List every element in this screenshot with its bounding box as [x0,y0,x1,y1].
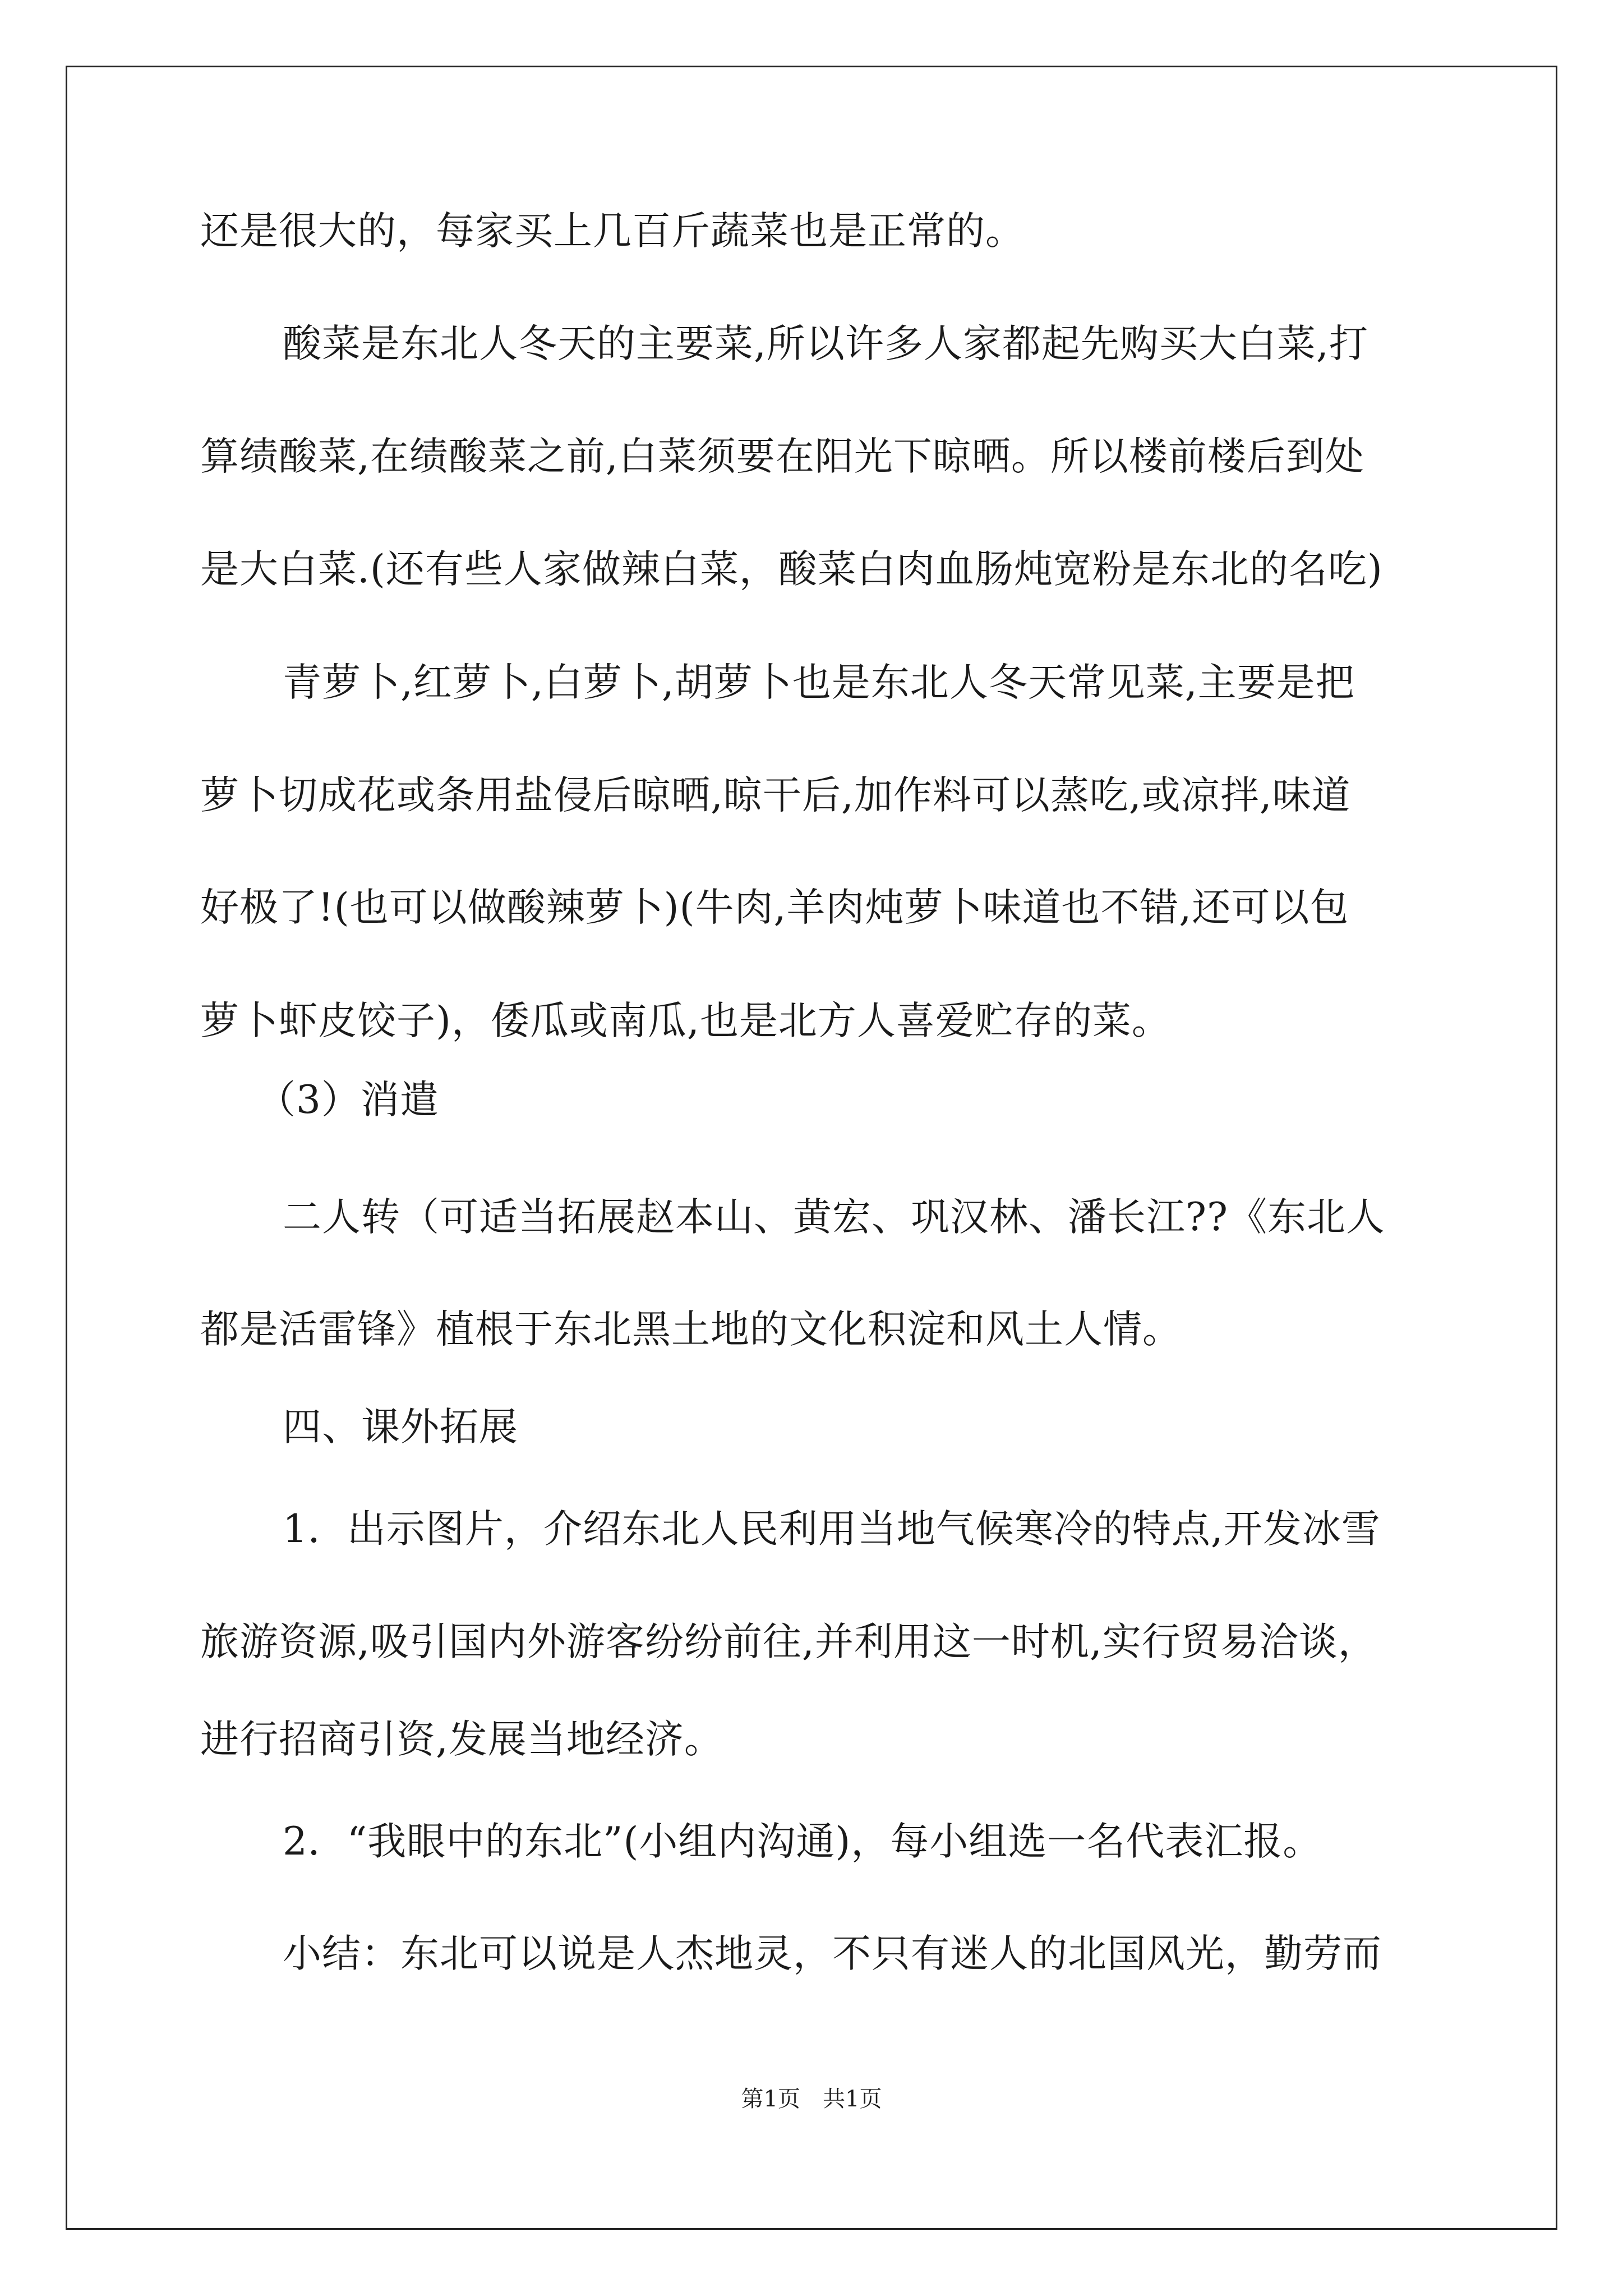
text-line: 旅游资源,吸引国内外游客纷纷前往,并利用这一时机,实行贸易洽谈， [200,1619,1377,1664]
section-heading: 四、课外拓展 [283,1405,518,1450]
text-line: 进行招商引资,发展当地经济。 [200,1717,723,1762]
page-frame [66,66,1557,2230]
text-line: 还是很大的，每家买上几百斤蔬菜也是正常的。 [200,209,1025,254]
text-line: 萝卜切成花或条用盐侵后晾晒,晾干后,加作料可以蒸吃,或凉拌,味道 [200,773,1351,818]
text-line: 算绩酸菜,在绩酸菜之前,白菜须要在阳光下晾晒。所以楼前楼后到处 [200,434,1364,479]
text-line: 酸菜是东北人冬天的主要菜,所以许多人家都起先购买大白菜,打 [283,321,1368,366]
text-line: 2．“我眼中的东北”(小组内沟通)，每小组选一名代表汇报。 [283,1819,1322,1864]
text-line: 1．出示图片，介绍东北人民利用当地气候寒冷的特点,开发冰雪 [283,1507,1381,1552]
text-line: 是大白菜.(还有些人家做辣白菜，酸菜白肉血肠炖宽粉是东北的名吃) [200,547,1383,592]
text-line: 小结：东北可以说是人杰地灵，不只有迷人的北国风光，勤劳而 [283,1931,1382,1976]
text-line: 二人转（可适当拓展赵本山、黄宏、巩汉林、潘长江??《东北人 [283,1195,1385,1240]
text-line: 好极了!(也可以做酸辣萝卜)(牛肉,羊肉炖萝卜味道也不错,还可以包 [200,885,1349,930]
text-line: 青萝卜,红萝卜,白萝卜,胡萝卜也是东北人冬天常见菜,主要是把 [283,660,1355,705]
text-line: 都是活雷锋》植根于东北黑土地的文化积淀和风土人情。 [200,1307,1182,1352]
page-footer: 第1页 共1页 [741,2086,882,2112]
section-heading: （3）消遣 [257,1078,439,1122]
text-line: 萝卜虾皮饺子)，倭瓜或南瓜,也是北方人喜爱贮存的菜。 [200,999,1171,1043]
